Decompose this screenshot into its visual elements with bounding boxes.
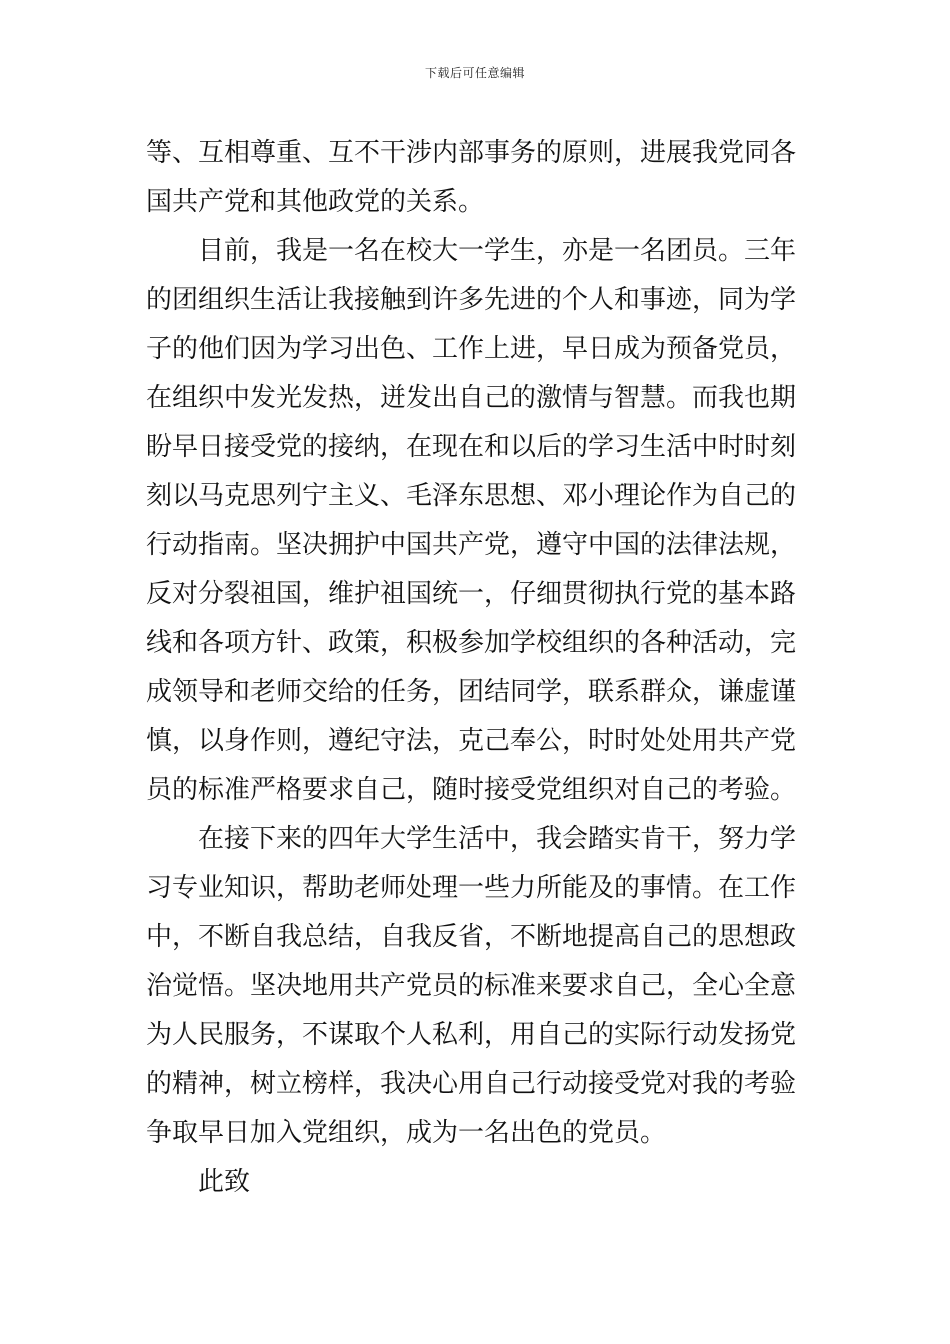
text-line: 行动指南。坚决拥护中国共产党，遵守中国的法律法规，: [146, 530, 797, 560]
text-line: 习专业知识，帮助老师处理一些力所能及的事情。在工作: [146, 873, 797, 903]
text-line: 中，不断自我总结，自我反省，不断地提高自己的思想政: [146, 922, 797, 952]
text-line: 的团组织生活让我接触到许多先进的个人和事迹，同为学: [146, 285, 797, 315]
text-line: 成领导和老师交给的任务，团结同学，联系群众，谦虚谨: [146, 677, 797, 707]
text-line: 的精神，树立榜样，我决心用自己行动接受党对我的考验: [146, 1069, 797, 1099]
text-line: 为人民服务，不谋取个人私利，用自己的实际行动发扬党: [146, 1020, 797, 1050]
text-line: 员的标准严格要求自己，随时接受党组织对自己的考验。: [146, 775, 797, 805]
text-line: 等、互相尊重、互不干涉内部事务的原则，进展我党同各: [146, 138, 797, 168]
text-line: 国共产党和其他政党的关系。: [146, 187, 485, 217]
text-line: 在接下来的四年大学生活中，我会踏实肯干，努力学: [198, 824, 797, 854]
page-header: 下载后可任意编辑: [424, 66, 525, 80]
text-line: 在组织中发光发热，迸发出自己的激情与智慧。而我也期: [146, 383, 797, 413]
document-body: [146, 129, 808, 1207]
text-line: 治觉悟。坚决地用共产党员的标准来要求自己，全心全意: [146, 971, 797, 1001]
text-line: 盼早日接受党的接纳，在现在和以后的学习生活中时时刻: [146, 432, 797, 462]
text-line: 此致: [198, 1167, 251, 1197]
text-line: 子的他们因为学习出色、工作上进，早日成为预备党员，: [146, 334, 797, 364]
text-line: 慎，以身作则，遵纪守法，克己奉公，时时处处用共产党: [146, 726, 797, 756]
text-line: 线和各项方针、政策，积极参加学校组织的各种活动，完: [146, 628, 797, 658]
text-line: 反对分裂祖国，维护祖国统一，仔细贯彻执行党的基本路: [146, 579, 797, 609]
text-line: 目前，我是一名在校大一学生，亦是一名团员。三年: [198, 236, 797, 266]
text-line: 争取早日加入党组织，成为一名出色的党员。: [146, 1118, 667, 1148]
text-line: 刻以马克思列宁主义、毛泽东思想、邓小理论作为自己的: [146, 481, 797, 511]
